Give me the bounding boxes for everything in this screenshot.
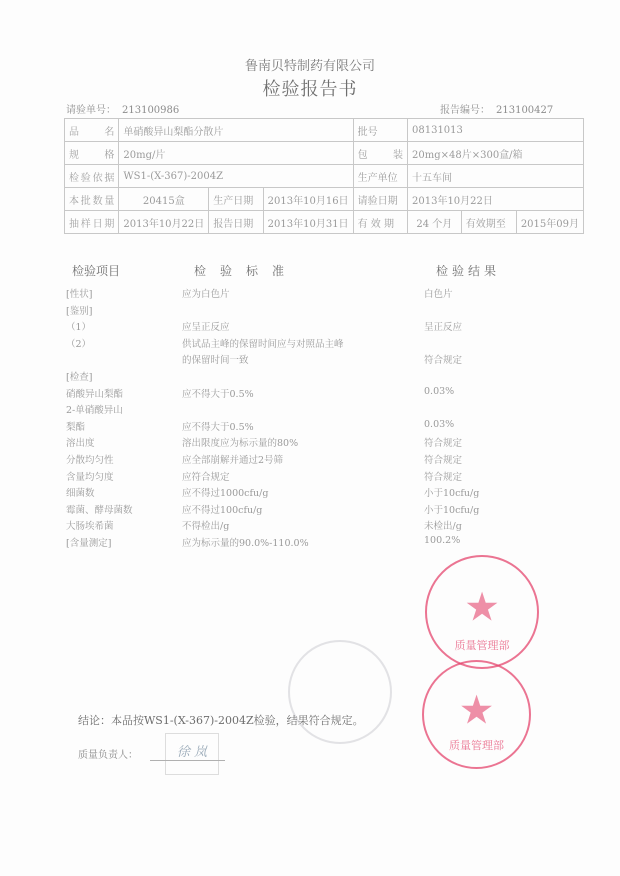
result-item: 细菌数 — [66, 488, 95, 500]
result-row — [64, 369, 584, 386]
faint-stamp — [288, 640, 392, 744]
conclusion: 结论：本品按WS1-(X-367)-2004Z检验，结果符合规定。 — [78, 714, 364, 727]
quantity-label: 本批数量 — [65, 188, 119, 211]
result-row — [64, 485, 584, 502]
validity-label: 有 效 期 — [353, 211, 407, 234]
star-icon: ★ — [464, 584, 500, 631]
result-item: 2-单硝酸异山 — [66, 405, 123, 417]
quality-officer-label: 质量负责人： — [78, 750, 138, 761]
product-name-label: 品 名 — [65, 119, 119, 142]
result-item: 硝酸异山梨酯 — [66, 388, 124, 400]
result-item: 分散均匀性 — [66, 454, 114, 466]
request-number — [66, 101, 179, 116]
result-standard: 应不得过1000cfu/g — [182, 488, 269, 500]
info-row — [65, 119, 584, 142]
basis-label: 检验依据 — [65, 165, 119, 188]
result-value: 符合规定 — [424, 438, 463, 450]
result-row — [64, 502, 584, 519]
result-value: 白色片 — [424, 289, 453, 300]
report-number — [440, 101, 553, 116]
spec-label: 规 格 — [65, 142, 119, 165]
expiry-value: 2015年09月 — [516, 211, 583, 234]
result-standard: 应不得大于0.5% — [182, 421, 254, 433]
product-name-value: 单硝酸异山梨酯分散片 — [119, 119, 353, 142]
batch-no-value: 08131013 — [408, 119, 584, 142]
result-standard: 应为白色片 — [182, 289, 230, 300]
result-item: 梨酯 — [66, 421, 86, 433]
result-item: [检查] — [66, 371, 93, 383]
result-standard: 不得检出/g — [182, 521, 230, 533]
result-value: 0.03% — [424, 385, 455, 397]
request-number-value: 213100986 — [122, 105, 180, 116]
sample-date-value: 2013年10月22日 — [119, 211, 209, 234]
result-row — [64, 518, 584, 535]
result-row — [64, 535, 584, 552]
package-label: 包 装 — [353, 142, 407, 165]
result-row — [64, 469, 584, 486]
signature-line — [150, 760, 225, 761]
stamp-text: 质量管理部 — [449, 739, 504, 752]
results-header — [64, 262, 584, 286]
sample-date-label: 抽样日期 — [65, 211, 119, 234]
result-standard: 应全部崩解并通过2号筛 — [182, 454, 284, 466]
stamp-text: 质量管理部 — [454, 639, 510, 652]
report-number-value: 213100427 — [496, 105, 554, 116]
result-value: 未检出/g — [424, 521, 462, 533]
result-row — [64, 336, 584, 353]
test-results — [64, 262, 584, 552]
result-item: [含量测定] — [66, 537, 112, 549]
request-number-label: 请验单号： — [66, 105, 116, 116]
results-rows — [64, 286, 584, 552]
result-standard: 应为标示量的90.0%-110.0% — [182, 537, 309, 549]
quality-dept-stamp-1 — [425, 555, 539, 669]
star-icon: ★ — [458, 686, 495, 733]
result-value: 符合规定 — [424, 454, 463, 466]
package-value: 20mg×48片×300盒/箱 — [408, 142, 584, 165]
result-standard: 应呈正反应 — [182, 322, 230, 334]
result-value: 符合规定 — [424, 355, 463, 367]
result-item: [性状] — [66, 289, 93, 300]
result-row — [64, 319, 584, 336]
report-date-value: 2013年10月31日 — [263, 211, 353, 234]
prod-date-label: 生产日期 — [209, 188, 263, 211]
basis-value: WS1-(X-367)-2004Z — [119, 165, 353, 188]
quality-dept-stamp-2 — [422, 660, 531, 769]
expiry-label: 有效期至 — [461, 211, 516, 234]
result-value: 0.03% — [424, 418, 455, 430]
result-item: 霉菌、酵母菌数 — [66, 504, 133, 516]
result-item: [鉴别] — [66, 305, 93, 317]
result-row — [64, 303, 584, 320]
result-value: 小于10cfu/g — [424, 504, 480, 516]
spec-value: 20mg/片 — [119, 142, 353, 165]
batch-no-label: 批号 — [353, 119, 407, 142]
prod-date-value: 2013年10月16日 — [263, 188, 353, 211]
result-item: 大肠埃希菌 — [66, 521, 114, 533]
result-row — [64, 419, 584, 436]
header-item: 检验项目 — [72, 264, 121, 278]
report-number-label: 报告编号： — [440, 105, 490, 116]
result-row — [64, 352, 584, 369]
result-value: 符合规定 — [424, 471, 463, 483]
producer-label: 生产单位 — [353, 165, 407, 188]
info-row — [65, 211, 584, 234]
info-row — [65, 165, 584, 188]
header-result: 检验结果 — [436, 264, 501, 278]
result-standard: 应不得大于0.5% — [182, 388, 254, 400]
result-value: 小于10cfu/g — [424, 488, 480, 500]
result-item: （2） — [66, 338, 92, 350]
result-row — [64, 386, 584, 403]
result-row — [64, 452, 584, 469]
result-standard: 应符合规定 — [182, 471, 230, 483]
result-item: 溶出度 — [66, 438, 95, 450]
result-standard: 供试品主峰的保留时间应与对照品主峰 — [182, 338, 344, 350]
result-standard: 应不得过100cfu/g — [182, 504, 263, 516]
validity-value: 24 个月 — [408, 211, 462, 234]
report-date-label: 报告日期 — [209, 211, 263, 234]
signature: 徐 岚 — [165, 733, 219, 775]
product-info-table — [64, 118, 584, 234]
request-date-label: 请验日期 — [353, 188, 407, 211]
result-standard: 的保留时间一致 — [182, 355, 249, 367]
result-row — [64, 402, 584, 419]
quantity-value: 20415盒 — [119, 188, 209, 211]
result-standard: 溶出限度应为标示量的80% — [182, 438, 299, 450]
result-value: 呈正反应 — [424, 322, 463, 334]
producer-value: 十五车间 — [408, 165, 584, 188]
company-name: 鲁南贝特制药有限公司 — [244, 59, 375, 74]
result-value: 100.2% — [424, 534, 461, 546]
info-row — [65, 142, 584, 165]
result-row — [64, 435, 584, 452]
info-row — [65, 188, 584, 211]
result-item: 含量均匀度 — [66, 471, 114, 483]
request-date-value: 2013年10月22日 — [408, 188, 584, 211]
result-item: （1） — [66, 322, 92, 334]
document-title: 检验报告书 — [262, 79, 358, 100]
result-row — [64, 286, 584, 303]
header-standard: 检验标准 — [194, 264, 299, 278]
